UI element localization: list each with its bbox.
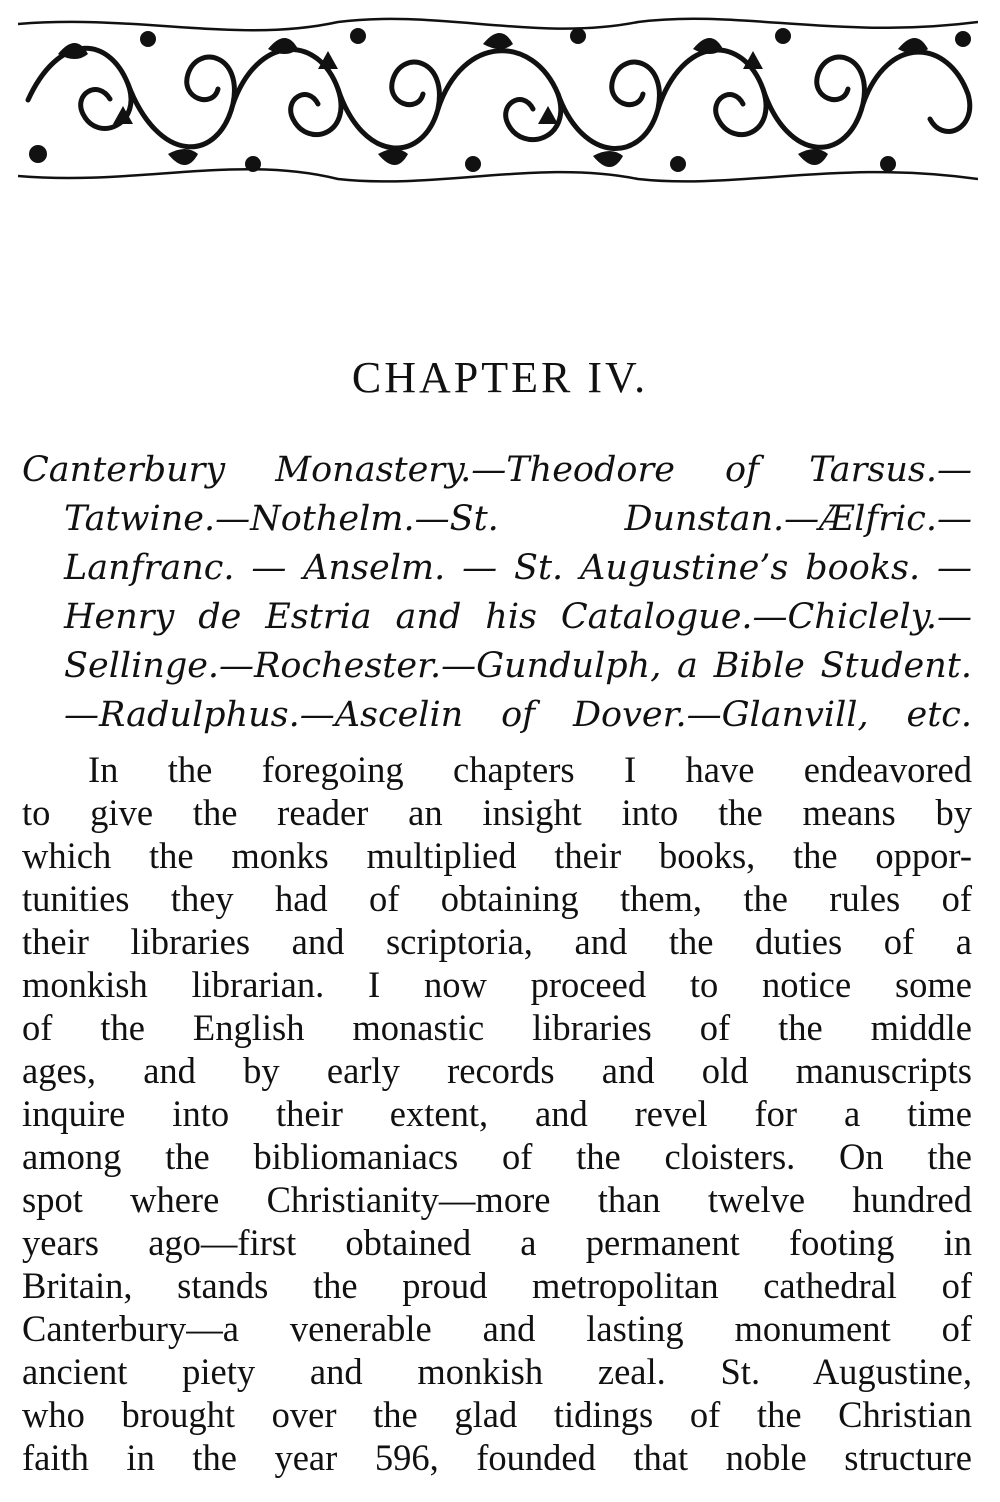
- body-line: of the English monastic libraries of the middle: [22, 1007, 972, 1048]
- body-line: ancient piety and monkish zeal. St. Augustine,: [22, 1351, 972, 1392]
- body-line: to give the reader an insight into the means by: [22, 792, 972, 833]
- chapter-summary: [22, 446, 972, 740]
- floral-scroll-ornament-icon: [18, 14, 978, 186]
- summary-line: Lanfranc. — Anselm. — St. Augustine’s books. —: [64, 548, 972, 588]
- body-line: among the bibliomaniacs of the cloisters. On the: [22, 1136, 972, 1177]
- summary-line: Tatwine.—Nothelm.—St. Dunstan.—Ælfric.—: [64, 499, 972, 539]
- body-line: their libraries and scriptoria, and the duties of a: [22, 921, 972, 962]
- body-line: spot where Christianity—more than twelve hundred: [22, 1179, 972, 1220]
- body-line: who brought over the glad tidings of the Christian: [22, 1394, 972, 1435]
- body-line: ages, and by early records and old manuscripts: [22, 1050, 972, 1091]
- body-line: which the monks multiplied their books, the oppor-: [22, 835, 972, 876]
- body-line: tunities they had of obtaining them, the rules of: [22, 878, 972, 919]
- body-line: faith in the year 596, founded that noble structure: [22, 1437, 972, 1478]
- chapter-heading: CHAPTER IV.: [351, 353, 649, 402]
- body-line: Britain, stands the proud metropolitan cathedral of: [22, 1265, 972, 1306]
- summary-line: Canterbury Monastery.—Theodore of Tarsus.—: [22, 450, 972, 490]
- summary-line: —Radulphus.—Ascelin of Dover.—Glanvill, etc.: [64, 695, 972, 735]
- body-line: In the foregoing chapters I have endeavored: [88, 749, 972, 790]
- body-line: inquire into their extent, and revel for a time: [22, 1093, 972, 1134]
- summary-line: Henry de Estria and his Catalogue.—Chiclely.—: [64, 597, 972, 637]
- body-paragraph: [22, 748, 972, 1479]
- body-line: monkish librarian. I now proceed to notice some: [22, 964, 972, 1005]
- summary-line: Sellinge.—Rochester.—Gundulph, a Bible Student.: [64, 646, 972, 686]
- body-line: Canterbury—a venerable and lasting monument of: [22, 1308, 972, 1349]
- body-line: years ago—first obtained a permanent footing in: [22, 1222, 972, 1263]
